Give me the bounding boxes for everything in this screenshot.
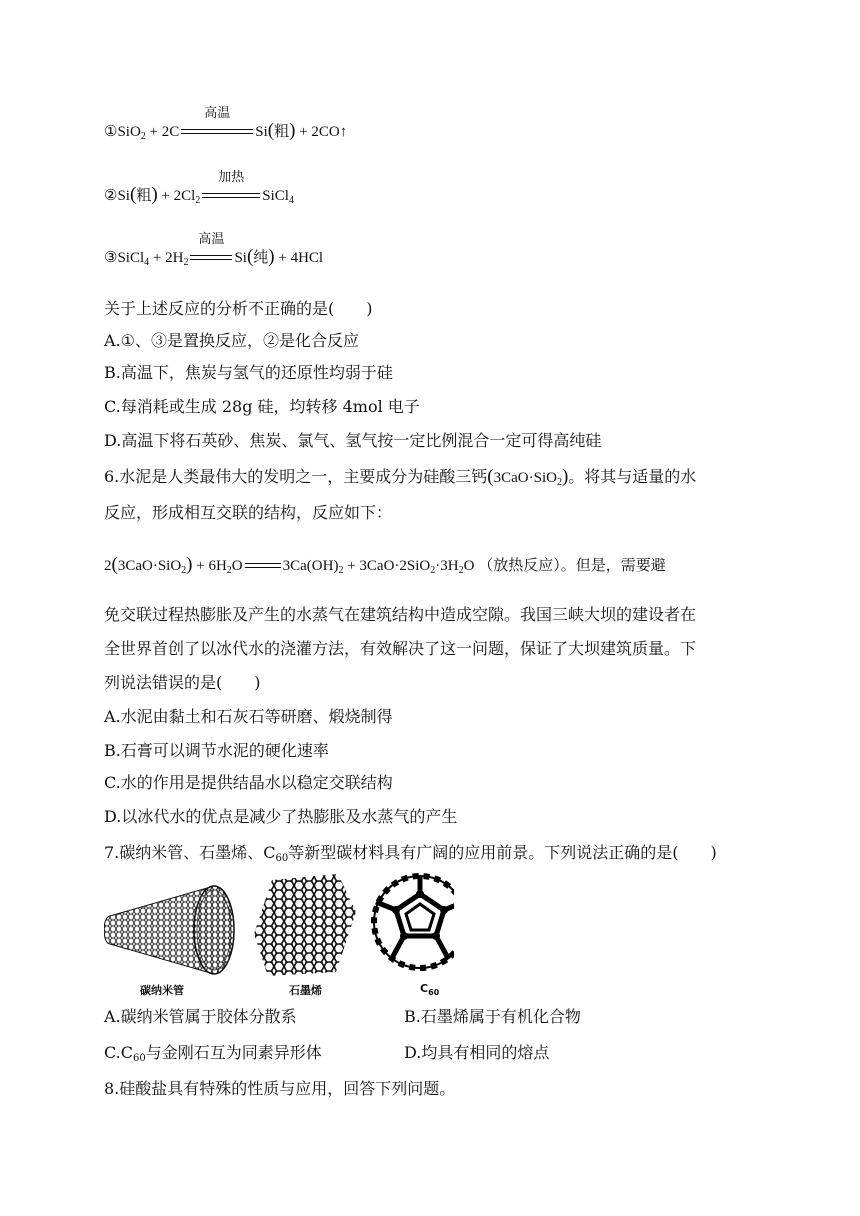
q7-stem-a: 7.碳纳米管、石墨烯、C xyxy=(104,843,276,862)
q7-option-c-sub: 60 xyxy=(133,1053,146,1064)
q6-eq-b: 3CaO·SiO xyxy=(117,558,182,574)
eq2-condition: 加热 xyxy=(218,169,245,184)
q7-option-c-b: 与金刚石互为同素异形体 xyxy=(145,1043,322,1062)
q6-line-1: 6.水泥是人类最伟大的发明之一，主要成分为硅酸三钙(3CaO·SiO$_2$)。将其与适量的水 xyxy=(104,466,697,488)
q7-option-b: B.石墨烯属于有机化合物 xyxy=(404,1007,581,1026)
q5-stem: 关于上述反应的分析不正确的是( ) xyxy=(104,299,373,318)
q6-eq-note: （放热反应）。但是，需要避 xyxy=(478,556,666,574)
q7-option-a: A.碳纳米管属于胶体分散系 xyxy=(104,1007,297,1026)
eq3-condition: 高温 xyxy=(198,231,225,246)
eq1-left-sub: 2 xyxy=(140,131,146,142)
q6-eq-c: + 6H xyxy=(192,558,227,574)
q5-option-b: B.高温下，焦炭与氢气的还原性均弱于硅 xyxy=(104,363,393,382)
q6-eq-equals xyxy=(243,554,283,576)
equation-2: ②Si(粗) + $2Cl_2$ 加热 SiCl$_4$ xyxy=(104,184,294,207)
eq1-arrow xyxy=(179,105,255,142)
eq1-mid: + 2C xyxy=(145,124,180,140)
eq3-right: Si xyxy=(234,250,247,266)
eq2-left: Si xyxy=(117,188,130,204)
q6-eq-g-sub: 2 xyxy=(458,565,464,576)
eq3-number: ③ xyxy=(104,250,118,266)
q6-eq-b-sub: 2 xyxy=(181,565,187,576)
eq2-mid-sub: 2 xyxy=(195,195,201,206)
q7-option-c-a: C.C xyxy=(104,1043,133,1062)
eq3-mid: + 2H xyxy=(149,250,184,266)
q8-stem: 8.硅酸盐具有特殊的性质与应用，回答下列问题。 xyxy=(104,1079,456,1098)
carbon-materials-figure xyxy=(104,872,454,1000)
q6-eq-f-sub: 2 xyxy=(430,565,436,576)
q6-option-a: A.水泥由黏土和石灰石等研磨、煅烧制得 xyxy=(104,707,393,726)
caption-c60-text: C xyxy=(420,982,429,995)
q6-eq-e: 3Ca(OH) xyxy=(282,558,339,574)
q6-line-2: 反应，形成相互交联的结构，反应如下： xyxy=(104,503,393,522)
q7-option-d: D.均具有相同的熔点 xyxy=(404,1043,550,1062)
q6-formula-sub: 2 xyxy=(556,477,562,488)
eq3-arrow xyxy=(188,231,234,268)
eq3-left-sub: 4 xyxy=(144,257,150,268)
eq1-left: SiO xyxy=(117,124,141,140)
caption-nanotube: 碳纳米管 xyxy=(140,984,184,997)
q5-option-d: D.高温下将石英砂、焦炭、氯气、氢气按一定比例混合一定可得高纯硅 xyxy=(104,431,602,450)
caption-graphene: 石墨烯 xyxy=(289,984,322,997)
q5-option-a: A.①、③是置换反应，②是化合反应 xyxy=(104,331,359,350)
eq2-right: SiCl xyxy=(262,188,289,204)
eq3-paren-text: 纯 xyxy=(253,250,269,266)
q6-line-6: 列说法错误的是( ) xyxy=(104,673,261,692)
eq3-mid-sub: 2 xyxy=(183,257,189,268)
q6-eq-f: + 3CaO·2SiO xyxy=(343,558,431,574)
caption-c60 xyxy=(420,982,439,995)
equation-1: ①SiO$_2$ + 2C 高温 Si(粗) + 2CO↑ xyxy=(104,120,347,143)
q7-stem xyxy=(104,842,717,864)
q6-option-b: B.石膏可以调节水泥的硬化速率 xyxy=(104,741,329,760)
q7-stem-b: 等新型碳材料具有广阔的应用前景。下列说法正确的是( ) xyxy=(288,843,717,862)
q6-eq-h: O xyxy=(463,558,475,574)
q6-line1-text: 6.水泥是人类最伟大的发明之一，主要成分为硅酸三钙 xyxy=(104,467,488,486)
q6-equation: $2(3CaO\cdot SiO_2) + 6H_2O$ $3Ca(OH)_2 + 3CaO\cdot 2SiO_2\cdot 3H_2O$ （放热反应）。但是，需要避 xyxy=(104,554,666,576)
graphene-drawing xyxy=(254,874,356,976)
q5-option-c: C.每消耗或生成 28g 硅，均转移 4mol 电子 xyxy=(104,397,420,416)
c60-drawing xyxy=(374,876,454,968)
eq2-paren-text: 粗 xyxy=(136,188,152,204)
q6-eq-g: ·3H xyxy=(435,558,459,574)
q6-formula: 3CaO·SiO xyxy=(493,470,557,486)
q6-line-4: 免交联过程热膨胀及产生的水蒸气在建筑结构中造成空隙。我国三峡大坝的建设者在 xyxy=(104,605,697,624)
caption-c60-sub: 60 xyxy=(428,988,440,997)
eq3-left: SiCl xyxy=(117,250,145,266)
q6-line1-end: 。将其与适量的水 xyxy=(568,467,697,486)
q6-eq-c-sub: 2 xyxy=(226,565,232,576)
q7-option-c xyxy=(104,1042,322,1064)
nanotube-drawing xyxy=(104,886,234,974)
eq2-arrow xyxy=(200,169,262,206)
equation-3: ③SiCl$_4$ + $2H_2$ 高温 Si(纯) + 4HCl xyxy=(104,246,323,269)
q6-line-5: 全世界首创了以冰代水的浇灌方法，有效解决了这一问题，保证了大坝建筑质量。下 xyxy=(104,639,697,658)
q6-option-d: D.以冰代水的优点是减少了热膨胀及水蒸气的产生 xyxy=(104,807,458,826)
eq3-tail: + 4HCl xyxy=(274,250,324,266)
eq1-paren-text: 粗 xyxy=(274,124,290,140)
eq1-condition: 高温 xyxy=(204,105,231,120)
eq1-tail: + 2CO↑ xyxy=(295,124,348,140)
eq2-number: ② xyxy=(104,188,118,204)
eq1-right: Si xyxy=(255,124,268,140)
q7-stem-sub: 60 xyxy=(275,853,289,864)
q6-eq-e-sub: 2 xyxy=(338,565,344,576)
eq2-right-sub: 4 xyxy=(288,195,294,206)
q6-eq-d: O xyxy=(231,558,243,574)
eq2-mid: + 2Cl xyxy=(157,188,196,204)
carbon-structures-illustration xyxy=(104,872,454,1000)
q6-option-c: C.水的作用是提供结晶水以稳定交联结构 xyxy=(104,773,393,792)
q6-eq-coef: 2 xyxy=(104,558,112,574)
eq1-number: ① xyxy=(104,124,118,140)
